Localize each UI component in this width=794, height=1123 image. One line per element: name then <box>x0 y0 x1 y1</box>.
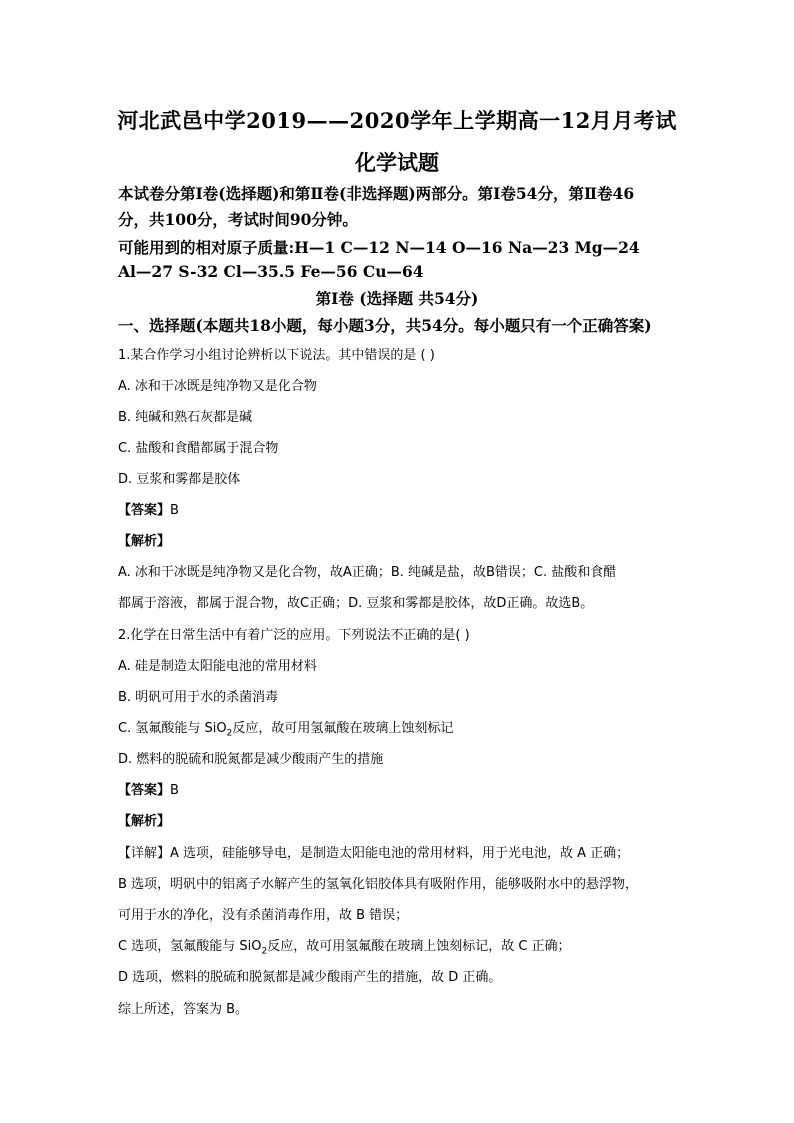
q2-option-c-pre: C. 氢氟酸能与 SiO <box>118 721 227 736</box>
q1-option-c: C. 盐酸和食醋都属于混合物 <box>118 441 279 456</box>
q1-answer-value: B <box>170 503 179 518</box>
q2-answer <box>118 779 678 799</box>
intro-line-2: 分，共100分，考试时间90分钟。 <box>118 210 358 229</box>
atomic-mass-line-1: 可能用到的相对原子质量:H—1 C—12 N—14 O—16 Na—23 Mg—24 <box>118 238 640 257</box>
q2-detail-4-post: 反应，故可用氢氟酸在玻璃上蚀刻标记，故 C 正确； <box>267 939 571 954</box>
q2-detail-line-3: 可用于水的净化，没有杀菌消毒作用，故 B 错误； <box>118 908 409 923</box>
q2-summary: 综上所述，答案为 B。 <box>118 1002 249 1017</box>
q2-option-b: B. 明矾可用于水的杀菌消毒 <box>118 690 279 705</box>
q1-analysis-line-2: 都属于溶液，都属于混合物，故C正确；D. 豆浆和雾都是胶体，故D正确。故选B。 <box>118 596 594 611</box>
q2-option-d: D. 燃料的脱硫和脱氮都是减少酸雨产生的措施 <box>118 752 384 767</box>
q1-option-b: B. 纯碱和熟石灰都是碱 <box>118 410 253 425</box>
q1-analysis-line-1: A. 冰和干冰既是纯净物又是化合物，故A正确；B. 纯碱是盐，故B错误；C. 盐酸和食醋 <box>118 565 617 580</box>
q2-option-c-post: 反应，故可用氢氟酸在玻璃上蚀刻标记 <box>232 721 454 736</box>
q2-option-a: A. 硅是制造太阳能电池的常用材料 <box>118 659 317 674</box>
q2-detail-4-pre: C 选项，氢氟酸能与 SiO <box>118 939 262 954</box>
q2-detail-4-sub: 2 <box>261 946 268 957</box>
part-one-title: 第Ⅰ卷 (选择题 共54分) <box>315 289 479 308</box>
q1-option-a: A. 冰和干冰既是纯净物又是化合物 <box>118 379 317 394</box>
q2-detail-line-2: B 选项，明矾中的铝离子水解产生的氢氧化铝胶体具有吸附作用，能够吸附水中的悬浮物， <box>118 877 639 892</box>
q1-stem: 1.某合作学习小组讨论辨析以下说法。其中错误的是 ( ) <box>118 348 435 363</box>
atomic-mass-line-2: Al—27 S-32 Cl—35.5 Fe—56 Cu—64 <box>118 262 424 281</box>
intro-line-1: 本试卷分第Ⅰ卷(选择题)和第Ⅱ卷(非选择题)两部分。第Ⅰ卷54分，第Ⅱ卷46 <box>118 184 635 203</box>
q1-analysis-label: 【解析】 <box>118 534 171 549</box>
q1-answer <box>118 499 678 519</box>
q2-option-c <box>118 717 678 739</box>
exam-title: 河北武邑中学2019——2020学年上学期高一12月月考试 <box>117 108 677 133</box>
q1-answer-label: 【答案】 <box>118 503 171 518</box>
q1-option-d: D. 豆浆和雾都是胶体 <box>118 472 241 487</box>
section-heading: 一、选择题(本题共18小题，每小题3分，共54分。每小题只有一个正确答案) <box>118 316 652 335</box>
q2-detail-line-1: 【详解】A 选项，硅能够导电，是制造太阳能电池的常用材料，用于光电池，故 A 正确； <box>118 846 630 861</box>
q2-analysis-label: 【解析】 <box>118 814 171 829</box>
q2-answer-label: 【答案】 <box>118 783 171 798</box>
subject-title: 化学试题 <box>355 150 439 175</box>
q2-detail-line-4 <box>118 935 678 957</box>
q2-option-c-sub: 2 <box>226 728 233 739</box>
q2-detail-line-5: D 选项，燃料的脱硫和脱氮都是减少酸雨产生的措施，故 D 正确。 <box>118 970 502 985</box>
q2-answer-value: B <box>170 783 179 798</box>
q2-stem: 2.化学在日常生活中有着广泛的应用。下列说法不正确的是( ) <box>118 628 470 643</box>
